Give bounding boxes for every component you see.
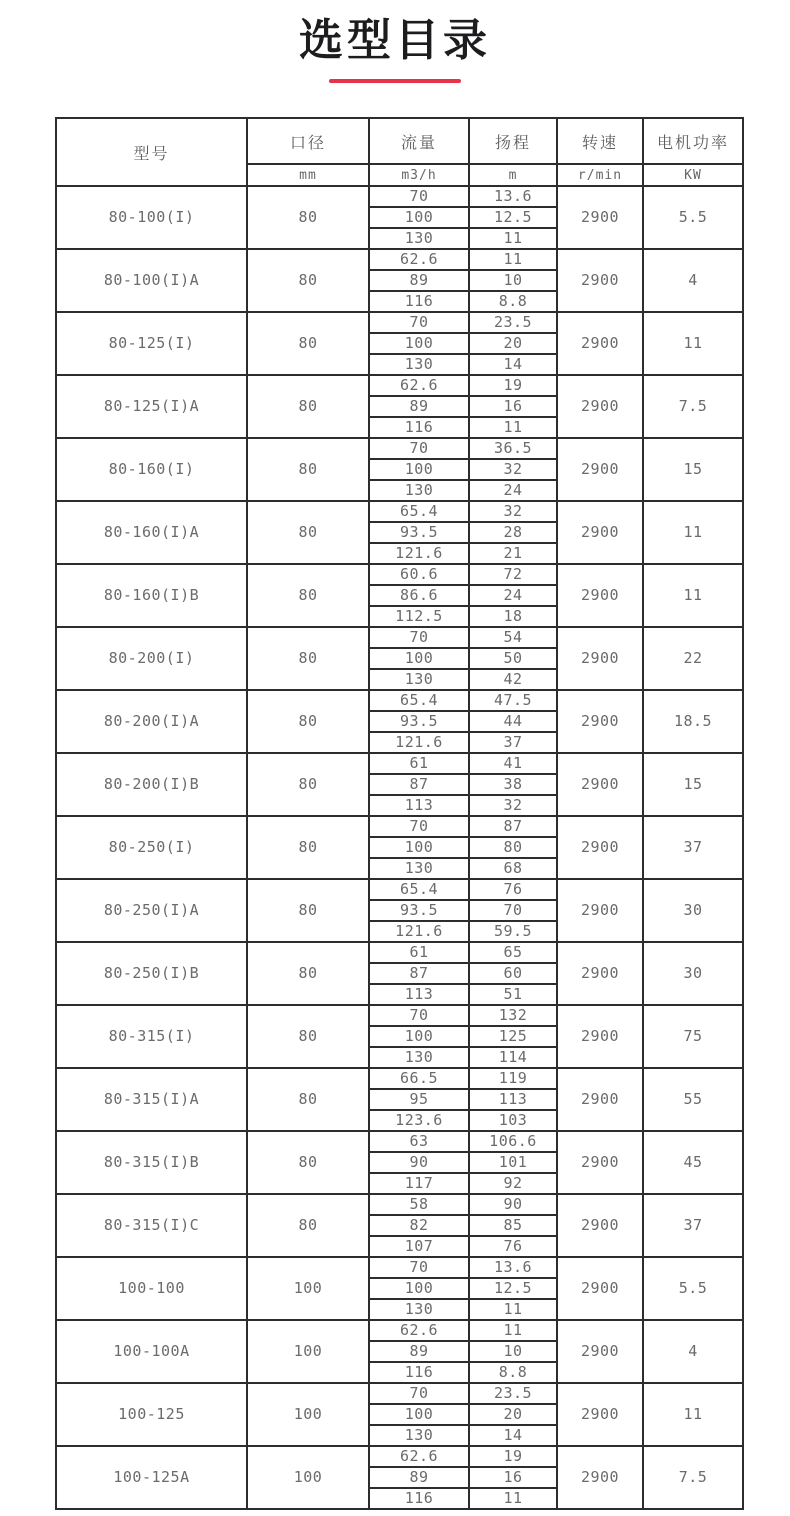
head-cell: 8.8 xyxy=(469,1362,557,1383)
speed-cell: 2900 xyxy=(557,1068,643,1131)
speed-cell: 2900 xyxy=(557,1194,643,1257)
flow-cell: 66.5 xyxy=(369,1068,469,1089)
catalog-page xyxy=(0,12,790,1510)
head-cell: 20 xyxy=(469,1404,557,1425)
flow-cell: 116 xyxy=(369,291,469,312)
flow-cell: 130 xyxy=(369,354,469,375)
flow-cell: 112.5 xyxy=(369,606,469,627)
flow-cell: 89 xyxy=(369,396,469,417)
head-cell: 92 xyxy=(469,1173,557,1194)
head-cell: 16 xyxy=(469,1467,557,1488)
head-cell: 11 xyxy=(469,249,557,270)
table-row xyxy=(56,1194,743,1215)
diameter-cell: 80 xyxy=(247,312,369,375)
speed-cell: 2900 xyxy=(557,816,643,879)
table-row xyxy=(56,564,743,585)
head-cell: 23.5 xyxy=(469,312,557,333)
head-cell: 32 xyxy=(469,501,557,522)
power-cell: 4 xyxy=(643,1320,743,1383)
unit-head: m xyxy=(469,164,557,186)
flow-cell: 130 xyxy=(369,669,469,690)
head-cell: 10 xyxy=(469,1341,557,1362)
head-cell: 119 xyxy=(469,1068,557,1089)
table-row xyxy=(56,249,743,270)
flow-cell: 116 xyxy=(369,417,469,438)
head-cell: 21 xyxy=(469,543,557,564)
flow-cell: 65.4 xyxy=(369,501,469,522)
head-cell: 18 xyxy=(469,606,557,627)
speed-cell: 2900 xyxy=(557,627,643,690)
unit-diameter: mm xyxy=(247,164,369,186)
model-cell: 100-100 xyxy=(56,1257,247,1320)
head-cell: 80 xyxy=(469,837,557,858)
flow-cell: 100 xyxy=(369,459,469,480)
table-row xyxy=(56,879,743,900)
model-cell: 80-315(I)A xyxy=(56,1068,247,1131)
head-cell: 106.6 xyxy=(469,1131,557,1152)
diameter-cell: 80 xyxy=(247,249,369,312)
flow-cell: 62.6 xyxy=(369,1446,469,1467)
head-cell: 103 xyxy=(469,1110,557,1131)
head-cell: 11 xyxy=(469,417,557,438)
model-cell: 80-125(I)A xyxy=(56,375,247,438)
power-cell: 11 xyxy=(643,501,743,564)
speed-cell: 2900 xyxy=(557,942,643,1005)
head-cell: 32 xyxy=(469,795,557,816)
speed-cell: 2900 xyxy=(557,375,643,438)
power-cell: 15 xyxy=(643,753,743,816)
power-cell: 45 xyxy=(643,1131,743,1194)
head-cell: 50 xyxy=(469,648,557,669)
head-cell: 16 xyxy=(469,396,557,417)
power-cell: 5.5 xyxy=(643,1257,743,1320)
flow-cell: 130 xyxy=(369,1425,469,1446)
speed-cell: 2900 xyxy=(557,753,643,816)
flow-cell: 70 xyxy=(369,312,469,333)
head-cell: 28 xyxy=(469,522,557,543)
diameter-cell: 80 xyxy=(247,879,369,942)
power-cell: 30 xyxy=(643,942,743,1005)
flow-cell: 62.6 xyxy=(369,1320,469,1341)
head-cell: 19 xyxy=(469,1446,557,1467)
power-cell: 37 xyxy=(643,1194,743,1257)
table-row xyxy=(56,1320,743,1341)
diameter-cell: 80 xyxy=(247,564,369,627)
flow-cell: 130 xyxy=(369,858,469,879)
page-title: 选型目录 xyxy=(299,16,491,65)
diameter-cell: 80 xyxy=(247,375,369,438)
model-cell: 80-160(I)A xyxy=(56,501,247,564)
diameter-cell: 100 xyxy=(247,1320,369,1383)
pump-selection-table xyxy=(55,117,744,1510)
head-cell: 8.8 xyxy=(469,291,557,312)
flow-cell: 89 xyxy=(369,270,469,291)
speed-cell: 2900 xyxy=(557,690,643,753)
head-cell: 12.5 xyxy=(469,1278,557,1299)
flow-cell: 100 xyxy=(369,1026,469,1047)
head-cell: 19 xyxy=(469,375,557,396)
power-cell: 55 xyxy=(643,1068,743,1131)
col-header-power: 电机功率 xyxy=(643,118,743,164)
table-row xyxy=(56,690,743,711)
flow-cell: 100 xyxy=(369,333,469,354)
power-cell: 11 xyxy=(643,312,743,375)
flow-cell: 62.6 xyxy=(369,249,469,270)
model-cell: 80-200(I)A xyxy=(56,690,247,753)
model-cell: 100-125A xyxy=(56,1446,247,1509)
col-header-flow: 流量 xyxy=(369,118,469,164)
model-cell: 80-200(I) xyxy=(56,627,247,690)
power-cell: 7.5 xyxy=(643,375,743,438)
flow-cell: 70 xyxy=(369,1257,469,1278)
flow-cell: 100 xyxy=(369,837,469,858)
power-cell: 30 xyxy=(643,879,743,942)
head-cell: 23.5 xyxy=(469,1383,557,1404)
speed-cell: 2900 xyxy=(557,879,643,942)
head-cell: 13.6 xyxy=(469,186,557,207)
head-cell: 59.5 xyxy=(469,921,557,942)
model-cell: 80-250(I)B xyxy=(56,942,247,1005)
head-cell: 11 xyxy=(469,1488,557,1509)
model-cell: 80-250(I)A xyxy=(56,879,247,942)
table-row xyxy=(56,1383,743,1404)
head-cell: 60 xyxy=(469,963,557,984)
flow-cell: 93.5 xyxy=(369,711,469,732)
unit-flow: m3/h xyxy=(369,164,469,186)
head-cell: 76 xyxy=(469,879,557,900)
table-row xyxy=(56,1446,743,1467)
diameter-cell: 80 xyxy=(247,816,369,879)
diameter-cell: 80 xyxy=(247,186,369,249)
head-cell: 54 xyxy=(469,627,557,648)
model-cell: 80-315(I) xyxy=(56,1005,247,1068)
head-cell: 11 xyxy=(469,1299,557,1320)
speed-cell: 2900 xyxy=(557,1257,643,1320)
flow-cell: 90 xyxy=(369,1152,469,1173)
flow-cell: 70 xyxy=(369,186,469,207)
diameter-cell: 80 xyxy=(247,1194,369,1257)
col-header-model: 型号 xyxy=(56,118,247,186)
flow-cell: 70 xyxy=(369,1383,469,1404)
head-cell: 125 xyxy=(469,1026,557,1047)
speed-cell: 2900 xyxy=(557,186,643,249)
flow-cell: 107 xyxy=(369,1236,469,1257)
flow-cell: 100 xyxy=(369,648,469,669)
diameter-cell: 80 xyxy=(247,690,369,753)
head-cell: 11 xyxy=(469,1320,557,1341)
diameter-cell: 80 xyxy=(247,501,369,564)
head-cell: 65 xyxy=(469,942,557,963)
flow-cell: 61 xyxy=(369,942,469,963)
head-cell: 42 xyxy=(469,669,557,690)
model-cell: 80-315(I)C xyxy=(56,1194,247,1257)
model-cell: 80-200(I)B xyxy=(56,753,247,816)
diameter-cell: 100 xyxy=(247,1257,369,1320)
power-cell: 18.5 xyxy=(643,690,743,753)
power-cell: 4 xyxy=(643,249,743,312)
header-row xyxy=(56,118,743,164)
model-cell: 100-125 xyxy=(56,1383,247,1446)
model-cell: 80-160(I) xyxy=(56,438,247,501)
head-cell: 13.6 xyxy=(469,1257,557,1278)
speed-cell: 2900 xyxy=(557,312,643,375)
flow-cell: 121.6 xyxy=(369,543,469,564)
speed-cell: 2900 xyxy=(557,1320,643,1383)
head-cell: 101 xyxy=(469,1152,557,1173)
flow-cell: 63 xyxy=(369,1131,469,1152)
head-cell: 132 xyxy=(469,1005,557,1026)
diameter-cell: 80 xyxy=(247,753,369,816)
flow-cell: 130 xyxy=(369,228,469,249)
speed-cell: 2900 xyxy=(557,564,643,627)
table-row xyxy=(56,501,743,522)
speed-cell: 2900 xyxy=(557,1446,643,1509)
head-cell: 10 xyxy=(469,270,557,291)
head-cell: 20 xyxy=(469,333,557,354)
head-cell: 36.5 xyxy=(469,438,557,459)
flow-cell: 70 xyxy=(369,627,469,648)
table-row xyxy=(56,312,743,333)
unit-speed: r/min xyxy=(557,164,643,186)
flow-cell: 113 xyxy=(369,984,469,1005)
diameter-cell: 80 xyxy=(247,1005,369,1068)
power-cell: 7.5 xyxy=(643,1446,743,1509)
diameter-cell: 100 xyxy=(247,1383,369,1446)
power-cell: 22 xyxy=(643,627,743,690)
table-row xyxy=(56,816,743,837)
diameter-cell: 100 xyxy=(247,1446,369,1509)
flow-cell: 65.4 xyxy=(369,879,469,900)
flow-cell: 82 xyxy=(369,1215,469,1236)
table-row xyxy=(56,438,743,459)
speed-cell: 2900 xyxy=(557,501,643,564)
power-cell: 37 xyxy=(643,816,743,879)
flow-cell: 60.6 xyxy=(369,564,469,585)
flow-cell: 130 xyxy=(369,1299,469,1320)
model-cell: 80-250(I) xyxy=(56,816,247,879)
flow-cell: 86.6 xyxy=(369,585,469,606)
flow-cell: 65.4 xyxy=(369,690,469,711)
power-cell: 11 xyxy=(643,564,743,627)
flow-cell: 89 xyxy=(369,1341,469,1362)
flow-cell: 95 xyxy=(369,1089,469,1110)
speed-cell: 2900 xyxy=(557,438,643,501)
title-underline xyxy=(329,79,461,83)
head-cell: 44 xyxy=(469,711,557,732)
diameter-cell: 80 xyxy=(247,1131,369,1194)
head-cell: 90 xyxy=(469,1194,557,1215)
col-header-speed: 转速 xyxy=(557,118,643,164)
power-cell: 5.5 xyxy=(643,186,743,249)
flow-cell: 100 xyxy=(369,1404,469,1425)
flow-cell: 113 xyxy=(369,795,469,816)
head-cell: 32 xyxy=(469,459,557,480)
head-cell: 113 xyxy=(469,1089,557,1110)
table-row xyxy=(56,627,743,648)
flow-cell: 121.6 xyxy=(369,921,469,942)
power-cell: 11 xyxy=(643,1383,743,1446)
head-cell: 14 xyxy=(469,1425,557,1446)
model-cell: 100-100A xyxy=(56,1320,247,1383)
flow-cell: 100 xyxy=(369,207,469,228)
head-cell: 38 xyxy=(469,774,557,795)
flow-cell: 116 xyxy=(369,1488,469,1509)
model-cell: 80-315(I)B xyxy=(56,1131,247,1194)
flow-cell: 130 xyxy=(369,1047,469,1068)
flow-cell: 130 xyxy=(369,480,469,501)
head-cell: 70 xyxy=(469,900,557,921)
power-cell: 15 xyxy=(643,438,743,501)
diameter-cell: 80 xyxy=(247,1068,369,1131)
model-cell: 80-160(I)B xyxy=(56,564,247,627)
diameter-cell: 80 xyxy=(247,942,369,1005)
model-cell: 80-125(I) xyxy=(56,312,247,375)
table-body xyxy=(56,186,743,1509)
flow-cell: 93.5 xyxy=(369,900,469,921)
flow-cell: 117 xyxy=(369,1173,469,1194)
table-row xyxy=(56,753,743,774)
head-cell: 68 xyxy=(469,858,557,879)
flow-cell: 116 xyxy=(369,1362,469,1383)
flow-cell: 100 xyxy=(369,1278,469,1299)
head-cell: 87 xyxy=(469,816,557,837)
power-cell: 75 xyxy=(643,1005,743,1068)
speed-cell: 2900 xyxy=(557,1383,643,1446)
head-cell: 114 xyxy=(469,1047,557,1068)
head-cell: 51 xyxy=(469,984,557,1005)
unit-power: KW xyxy=(643,164,743,186)
head-cell: 76 xyxy=(469,1236,557,1257)
head-cell: 41 xyxy=(469,753,557,774)
table-row xyxy=(56,942,743,963)
flow-cell: 123.6 xyxy=(369,1110,469,1131)
flow-cell: 58 xyxy=(369,1194,469,1215)
flow-cell: 87 xyxy=(369,963,469,984)
col-header-head: 扬程 xyxy=(469,118,557,164)
col-header-diameter: 口径 xyxy=(247,118,369,164)
flow-cell: 87 xyxy=(369,774,469,795)
diameter-cell: 80 xyxy=(247,627,369,690)
head-cell: 11 xyxy=(469,228,557,249)
table-row xyxy=(56,186,743,207)
speed-cell: 2900 xyxy=(557,249,643,312)
head-cell: 72 xyxy=(469,564,557,585)
flow-cell: 70 xyxy=(369,816,469,837)
head-cell: 12.5 xyxy=(469,207,557,228)
table-row xyxy=(56,1005,743,1026)
head-cell: 24 xyxy=(469,585,557,606)
flow-cell: 70 xyxy=(369,438,469,459)
model-cell: 80-100(I)A xyxy=(56,249,247,312)
flow-cell: 62.6 xyxy=(369,375,469,396)
head-cell: 47.5 xyxy=(469,690,557,711)
flow-cell: 89 xyxy=(369,1467,469,1488)
flow-cell: 93.5 xyxy=(369,522,469,543)
table-row xyxy=(56,1068,743,1089)
head-cell: 85 xyxy=(469,1215,557,1236)
speed-cell: 2900 xyxy=(557,1005,643,1068)
speed-cell: 2900 xyxy=(557,1131,643,1194)
model-cell: 80-100(I) xyxy=(56,186,247,249)
head-cell: 37 xyxy=(469,732,557,753)
flow-cell: 121.6 xyxy=(369,732,469,753)
head-cell: 24 xyxy=(469,480,557,501)
table-row xyxy=(56,1131,743,1152)
flow-cell: 70 xyxy=(369,1005,469,1026)
head-cell: 14 xyxy=(469,354,557,375)
table-row xyxy=(56,375,743,396)
diameter-cell: 80 xyxy=(247,438,369,501)
table-row xyxy=(56,1257,743,1278)
flow-cell: 61 xyxy=(369,753,469,774)
